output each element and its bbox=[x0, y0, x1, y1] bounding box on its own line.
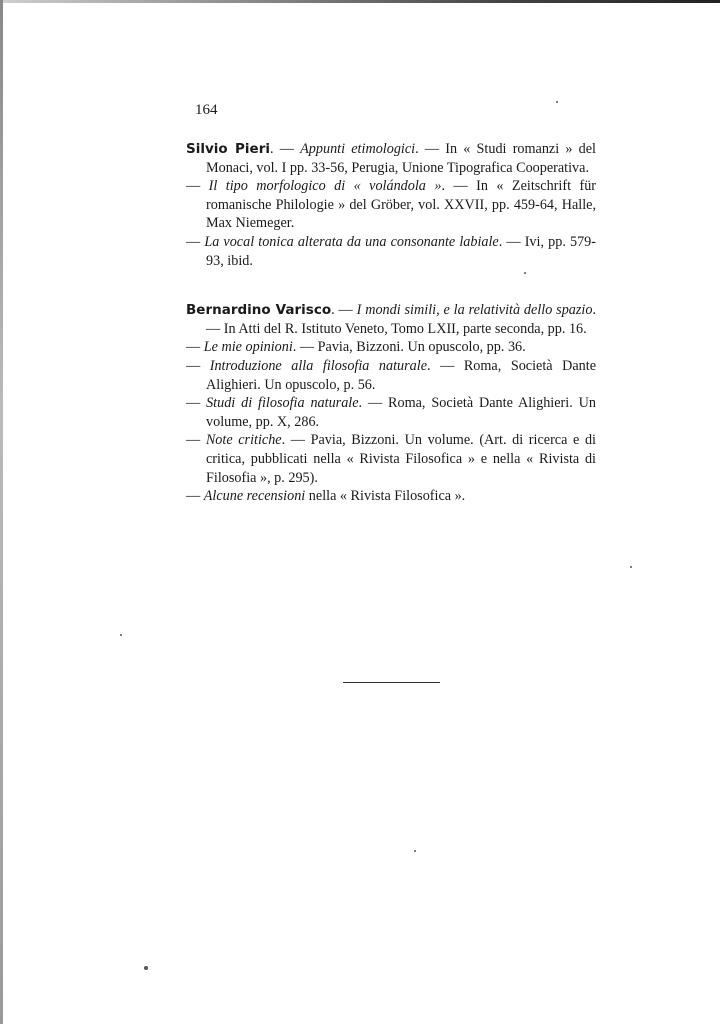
publication-details: . — Roma, Società Dante Alighieri. Un opuscolo, p. 56. bbox=[206, 357, 596, 393]
bibliography-item bbox=[186, 338, 596, 357]
bibliography-item bbox=[186, 487, 596, 506]
work-title: Alcune recensioni bbox=[203, 488, 306, 505]
work-title: La vocal tonica alterata da una consonante labiale bbox=[204, 233, 499, 250]
author-name: Bernardino Varisco bbox=[186, 302, 332, 319]
publication-details: . — In « Zeitschrift für romanische Philologie » del Gröber, vol. XXVII, pp. 459-64, Halle, Max Niemeger. bbox=[206, 178, 597, 232]
work-title: Studi di filosofia naturale bbox=[206, 395, 359, 412]
publication-details: . — Pavia, Bizzoni. Un opuscolo, pp. 36. bbox=[292, 339, 526, 356]
publication-details: . — Ivi, pp. 579-93, ibid. bbox=[206, 233, 596, 269]
separator: — bbox=[186, 488, 204, 505]
scan-speck bbox=[144, 966, 148, 970]
bibliography bbox=[186, 140, 596, 537]
separator: — bbox=[186, 339, 204, 356]
author-name: Silvio Pieri bbox=[186, 141, 270, 157]
work-title: I mondi simili, e la relatività dello spazio bbox=[356, 302, 593, 319]
separator: — bbox=[186, 432, 206, 449]
end-rule bbox=[343, 682, 440, 683]
scan-speck bbox=[414, 850, 416, 852]
bibliography-item bbox=[186, 301, 596, 338]
publication-details: . — Pavia, Bizzoni. Un volume. (Art. di ricerca e di critica, pubblicati nella « Rivista Filosofica » e nella « Rivista di Filosofia », p. 295). bbox=[206, 432, 596, 486]
page-edge-top bbox=[0, 0, 720, 3]
bibliography-entry-pieri bbox=[186, 140, 596, 270]
work-title: Appunti etimologici bbox=[300, 141, 416, 157]
work-title: Note critiche bbox=[205, 432, 282, 449]
publication-details: . — In « Studi romanzi » del Monaci, vol. I pp. 33-56, Perugia, Unione Tipografica Cooperativa. bbox=[206, 141, 596, 176]
separator: . — bbox=[331, 302, 357, 319]
bibliography-item bbox=[186, 233, 596, 270]
separator: — bbox=[186, 178, 209, 195]
separator: — bbox=[186, 233, 205, 250]
bibliography-item bbox=[186, 140, 596, 177]
work-title: Introduzione alla filosofia naturale bbox=[209, 357, 428, 374]
page-edge-left bbox=[0, 0, 3, 1024]
page-number: 164 bbox=[195, 102, 218, 118]
publication-details: . — In Atti del R. Istituto Veneto, Tomo LXII, parte seconda, pp. 16. bbox=[206, 302, 596, 337]
bibliography-item bbox=[186, 357, 596, 394]
separator: — bbox=[186, 395, 207, 412]
separator: — bbox=[186, 357, 210, 374]
scan-speck bbox=[524, 272, 526, 274]
work-title: Il tipo morfologico di « volándola » bbox=[208, 178, 442, 195]
scan-speck bbox=[556, 101, 558, 103]
publication-details: nella « Rivista Filosofica ». bbox=[305, 488, 466, 505]
bibliography-entry-varisco bbox=[186, 301, 596, 506]
separator: . — bbox=[270, 141, 301, 157]
bibliography-item bbox=[186, 394, 596, 431]
work-title: Le mie opinioni bbox=[203, 339, 293, 356]
bibliography-item bbox=[186, 431, 596, 487]
publication-details: . — Roma, Società Dante Alighieri. Un volume, pp. X, 286. bbox=[206, 395, 596, 430]
scan-speck bbox=[120, 634, 122, 636]
bibliography-item bbox=[186, 177, 596, 233]
scan-speck bbox=[630, 566, 632, 568]
